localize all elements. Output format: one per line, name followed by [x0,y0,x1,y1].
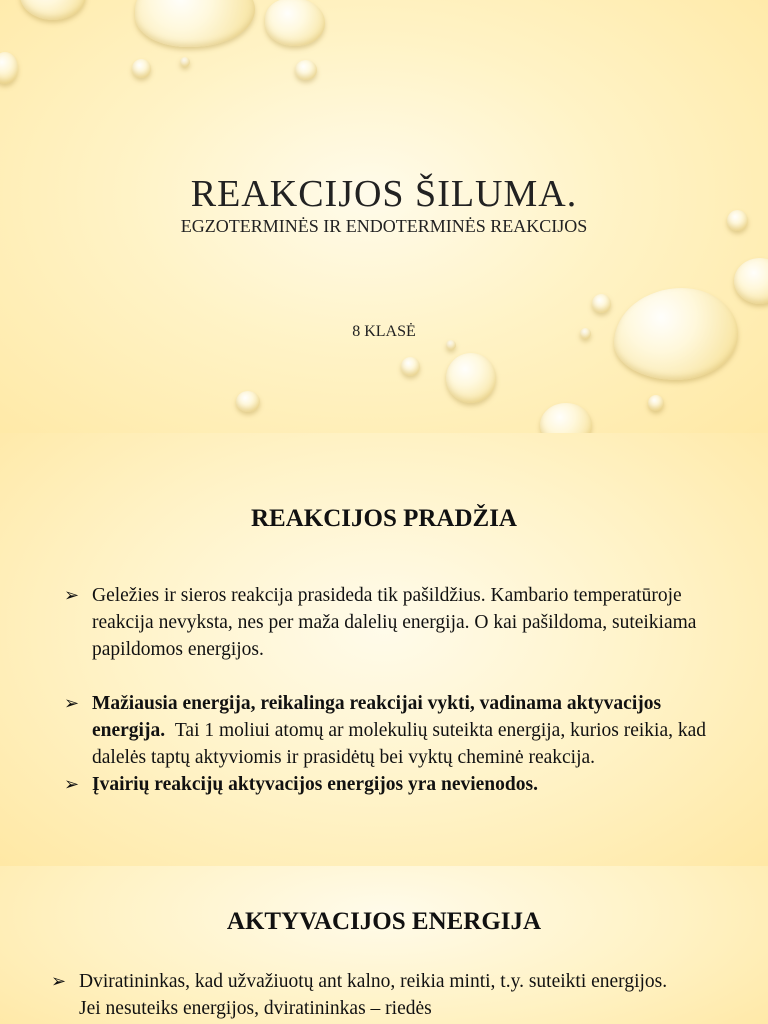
bullet-text: Geležies ir sieros reakcija prasideda tik pašildžius. Kambario temperatūroje reakcija nevyksta, nes per maža dalelių energija. O kai pašildoma, suteikiama papildomos energijos. [92,585,697,660]
bullet-text: Tai 1 moliui atomų ar molekulių suteikta energija, kurios reikia, kad dalelės taptų aktyviomis ir prasidėtų bei vyktų cheminė reakcija. [92,720,707,768]
bullet-list [51,968,679,1022]
list-item [64,771,717,798]
arrow-bullet-icon: ➢ [64,774,80,794]
bullet-bold-text: Įvairių reakcijų aktyvacijos energijos yra nevienodos. [92,774,538,795]
bullet-text: Dviratininkas, kad užvažiuotų ant kalno, reikia minti, t.y. suteikti energijos. Jei nesuteiks energijos, dviratininkas – riedės [79,971,668,1019]
arrow-bullet-icon: ➢ [64,585,80,605]
water-drop-decoration [135,0,255,47]
water-drop-decoration [592,294,611,313]
list-item [64,582,717,663]
water-drop-decoration [265,0,325,46]
arrow-bullet-icon: ➢ [51,971,67,991]
arrow-bullet-icon: ➢ [64,693,80,713]
water-drop-decoration [734,258,768,304]
water-drop-decoration [446,353,496,403]
water-drop-decoration [540,403,592,433]
list-item [64,690,717,771]
slide-subtitle: EGZOTERMINĖS IR ENDOTERMINĖS REAKCIJOS [180,216,588,236]
slide-heading: REAKCIJOS PRADŽIA [250,505,517,532]
content-slide-reaction-start [0,433,768,866]
water-drop-decoration [401,357,420,376]
water-drop-decoration [20,0,86,20]
content-slide-activation-energy [0,866,768,1024]
slide-heading: AKTYVACIJOS ENERGIJA [226,908,542,935]
water-drop-decoration [648,395,664,411]
bullet-list [64,582,717,798]
water-drop-decoration [236,391,260,412]
water-drop-decoration [295,60,317,80]
water-drop-decoration [0,52,18,84]
slide-title: REAKCIJOS ŠILUMA. [190,173,578,215]
water-drop-decoration [132,59,151,78]
water-drop-decoration [180,57,190,67]
bullet-bold-text: Mažiausia energija, reikalinga reakcijai vykti, vadinama aktyvacijos energija. [92,693,662,741]
grade-label: 8 KLASĖ [352,323,416,340]
water-drop-decoration [446,340,456,350]
title-slide [0,0,768,433]
list-item [51,968,679,1022]
